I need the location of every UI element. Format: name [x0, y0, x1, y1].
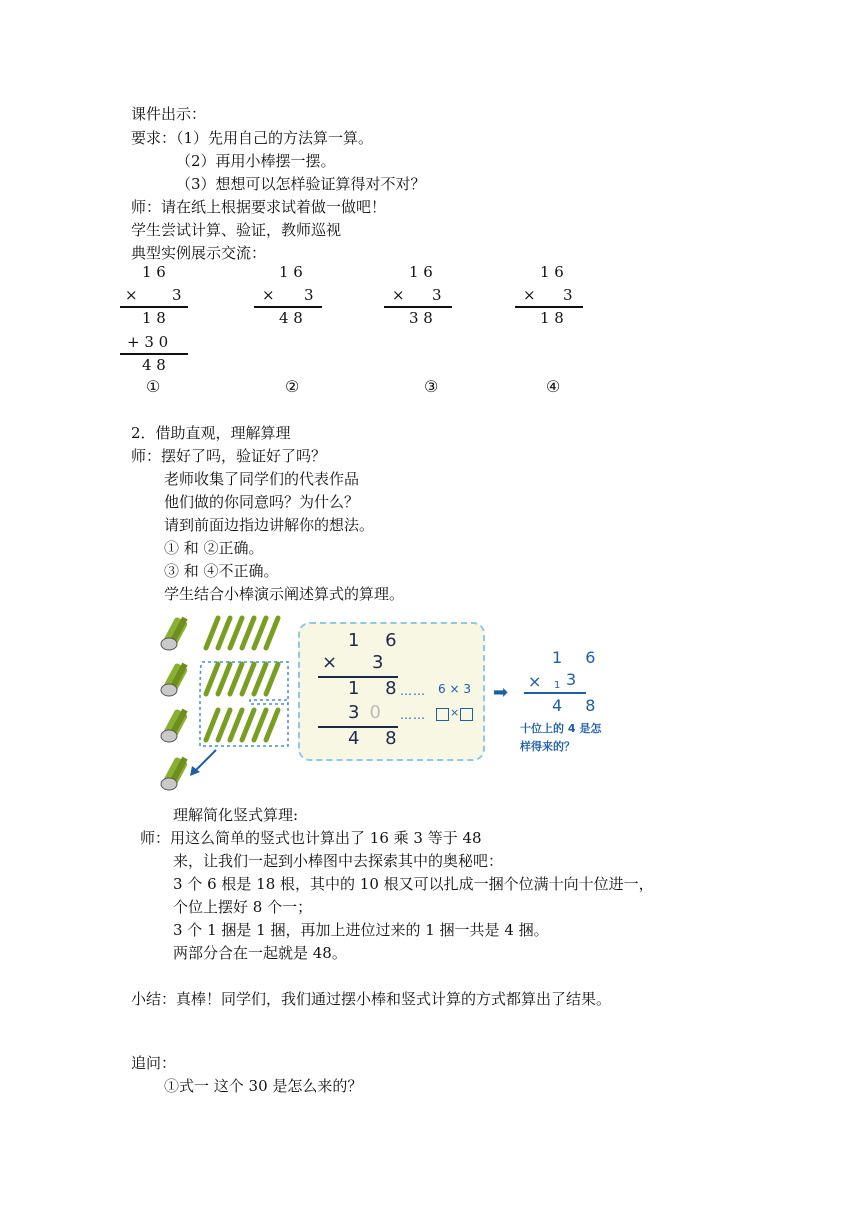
fig-r-bar: [524, 692, 586, 694]
fig-box-op: ×: [450, 706, 460, 719]
section3-line-1: 师：用这么简单的竖式也计算出了 16 乘 3 等于 48: [140, 829, 482, 847]
blank-box-icon: [460, 708, 473, 721]
calc-2-multiplier: 3: [304, 286, 314, 304]
calc-1-bar-1: [120, 306, 188, 308]
calc-1-multiplier: 3: [172, 286, 182, 304]
fig-result: 4 8: [348, 728, 407, 749]
calc-1-partial-1: 1 8: [142, 309, 166, 327]
calc-1-op: ×: [125, 286, 138, 304]
fig-r-multiplicand: 1 6: [552, 648, 605, 667]
calc-2: [254, 263, 334, 393]
bundle-icon: [161, 662, 188, 696]
calc-1-bar-2: [120, 353, 188, 355]
calc-3: [384, 263, 464, 393]
fig-r-result: 4 8: [552, 696, 605, 715]
calc-4-label: ④: [546, 377, 561, 396]
sticks-figure: [138, 604, 645, 794]
requirement-label: [131, 128, 373, 148]
req-1: （1）先用自己的方法算一算。: [176, 129, 374, 147]
right-arrow-icon: ➡: [493, 682, 509, 703]
showcase-heading: 典型实例展示交流：: [131, 244, 267, 262]
calc-4-op: ×: [523, 286, 536, 304]
section2-line-1: 师：摆好了吗，验证好了吗？: [131, 447, 327, 465]
fig-dots-2: ……: [400, 708, 426, 722]
fig-multiplicand: 1 6: [348, 630, 407, 651]
fig-r-multiplier: 3: [566, 670, 577, 689]
calc-3-multiplier: 3: [432, 286, 442, 304]
single-sticks-row-1: [206, 618, 278, 648]
calc-2-multiplicand: 1 6: [279, 263, 303, 281]
calc-3-multiplicand: 1 6: [409, 263, 433, 281]
req-3: （3）想想可以怎样验证算得对不对？: [176, 175, 426, 193]
bundle-icon: [161, 708, 188, 742]
fig-op: ×: [322, 652, 348, 673]
follow-up-label: 追问：: [131, 1054, 177, 1072]
calc-3-op: ×: [392, 286, 405, 304]
calc-4: [515, 263, 595, 393]
calc-4-multiplier: 3: [563, 286, 573, 304]
simplified-heading: 理解简化竖式算理:: [173, 806, 299, 824]
teacher-line-1: 师：请在纸上根据要求试着做一做吧！: [131, 198, 387, 216]
fig-multiplier: 3: [372, 652, 394, 673]
sticks-illustration: [138, 604, 298, 794]
calc-2-op: ×: [262, 286, 275, 304]
fig-r-op: ×: [528, 672, 542, 691]
section2-heading: 2．借助直观，理解算理: [131, 424, 291, 442]
calc-3-label: ③: [424, 377, 439, 396]
courseware-show: 课件出示：: [131, 105, 207, 123]
calc-4-result: 1 8: [540, 309, 564, 327]
calc-2-bar: [254, 306, 322, 308]
calc-1-label: ①: [146, 377, 161, 396]
fig-r-carry: 1: [554, 680, 561, 691]
section3-line-6: 两部分合在一起就是 48。: [173, 944, 347, 962]
fig-partial-1: 1 8: [348, 678, 407, 699]
section2-line-7: 学生结合小棒演示阐述算式的算理。: [164, 585, 405, 603]
fig-question-1: 十位上的 4 是怎: [520, 722, 602, 735]
calc-2-result: 4 8: [279, 309, 303, 327]
calc-1: [117, 263, 197, 393]
follow-up-q1: ①式一 这个 30 是怎么来的？: [164, 1077, 363, 1095]
bundle-icon: [161, 616, 188, 650]
fig-dots-1: ……: [400, 684, 426, 698]
bundle-arrow-icon: [194, 750, 216, 772]
calc-1-multiplicand: 1 6: [142, 263, 166, 281]
calc-3-result: 3 8: [409, 309, 433, 327]
fig-partial-2-zero: 0: [369, 702, 391, 723]
req-2: （2）再用小棒摆一摆。: [176, 152, 336, 170]
section2-line-4: 请到前面边指边讲解你的想法。: [164, 516, 375, 534]
section2-line-3: 他们做的你同意吗？为什么？: [164, 493, 360, 511]
calc-2-label: ②: [285, 377, 300, 396]
fig-question-2: 样得来的？: [520, 740, 575, 753]
blank-box-icon: [436, 708, 449, 721]
section3-line-3: 3 个 6 根是 18 根，其中的 10 根又可以扎成一捆个位满十向十位进一，: [173, 875, 654, 893]
calc-1-result: 4 8: [142, 356, 166, 374]
section2-line-6: ③ 和 ④不正确。: [164, 562, 279, 580]
section3-line-4: 个位上摆好 8 个一；: [173, 898, 313, 916]
calc-1-partial-2: + 3 0: [127, 333, 169, 351]
single-sticks-row-2: [206, 664, 278, 694]
summary: 小结：真棒！同学们，我们通过摆小棒和竖式计算的方式都算出了结果。: [131, 990, 612, 1008]
fig-partial-2-digit: 3: [348, 702, 370, 723]
section3-line-2: 来，让我们一起到小棒图中去探索其中的奥秘吧：: [173, 852, 504, 870]
vertical-calc-panel: [298, 622, 485, 761]
fig-note-1: 6 × 3: [438, 682, 471, 696]
calc-3-bar: [384, 306, 452, 308]
bundle-icon: [161, 756, 188, 790]
student-line-1: 学生尝试计算、验证，教师巡视: [131, 221, 342, 239]
calc-4-multiplicand: 1 6: [540, 263, 564, 281]
single-sticks-row-3: [206, 710, 278, 740]
section2-line-2: 老师收集了同学们的代表作品: [164, 470, 360, 488]
calc-4-bar: [515, 306, 583, 308]
req-label: 要求：: [131, 129, 177, 147]
fig-partial-2: [348, 702, 391, 723]
section2-line-5: ① 和 ②正确。: [164, 539, 264, 557]
section3-line-5: 3 个 1 捆是 1 捆，再加上进位过来的 1 捆一共是 4 捆。: [173, 921, 549, 939]
